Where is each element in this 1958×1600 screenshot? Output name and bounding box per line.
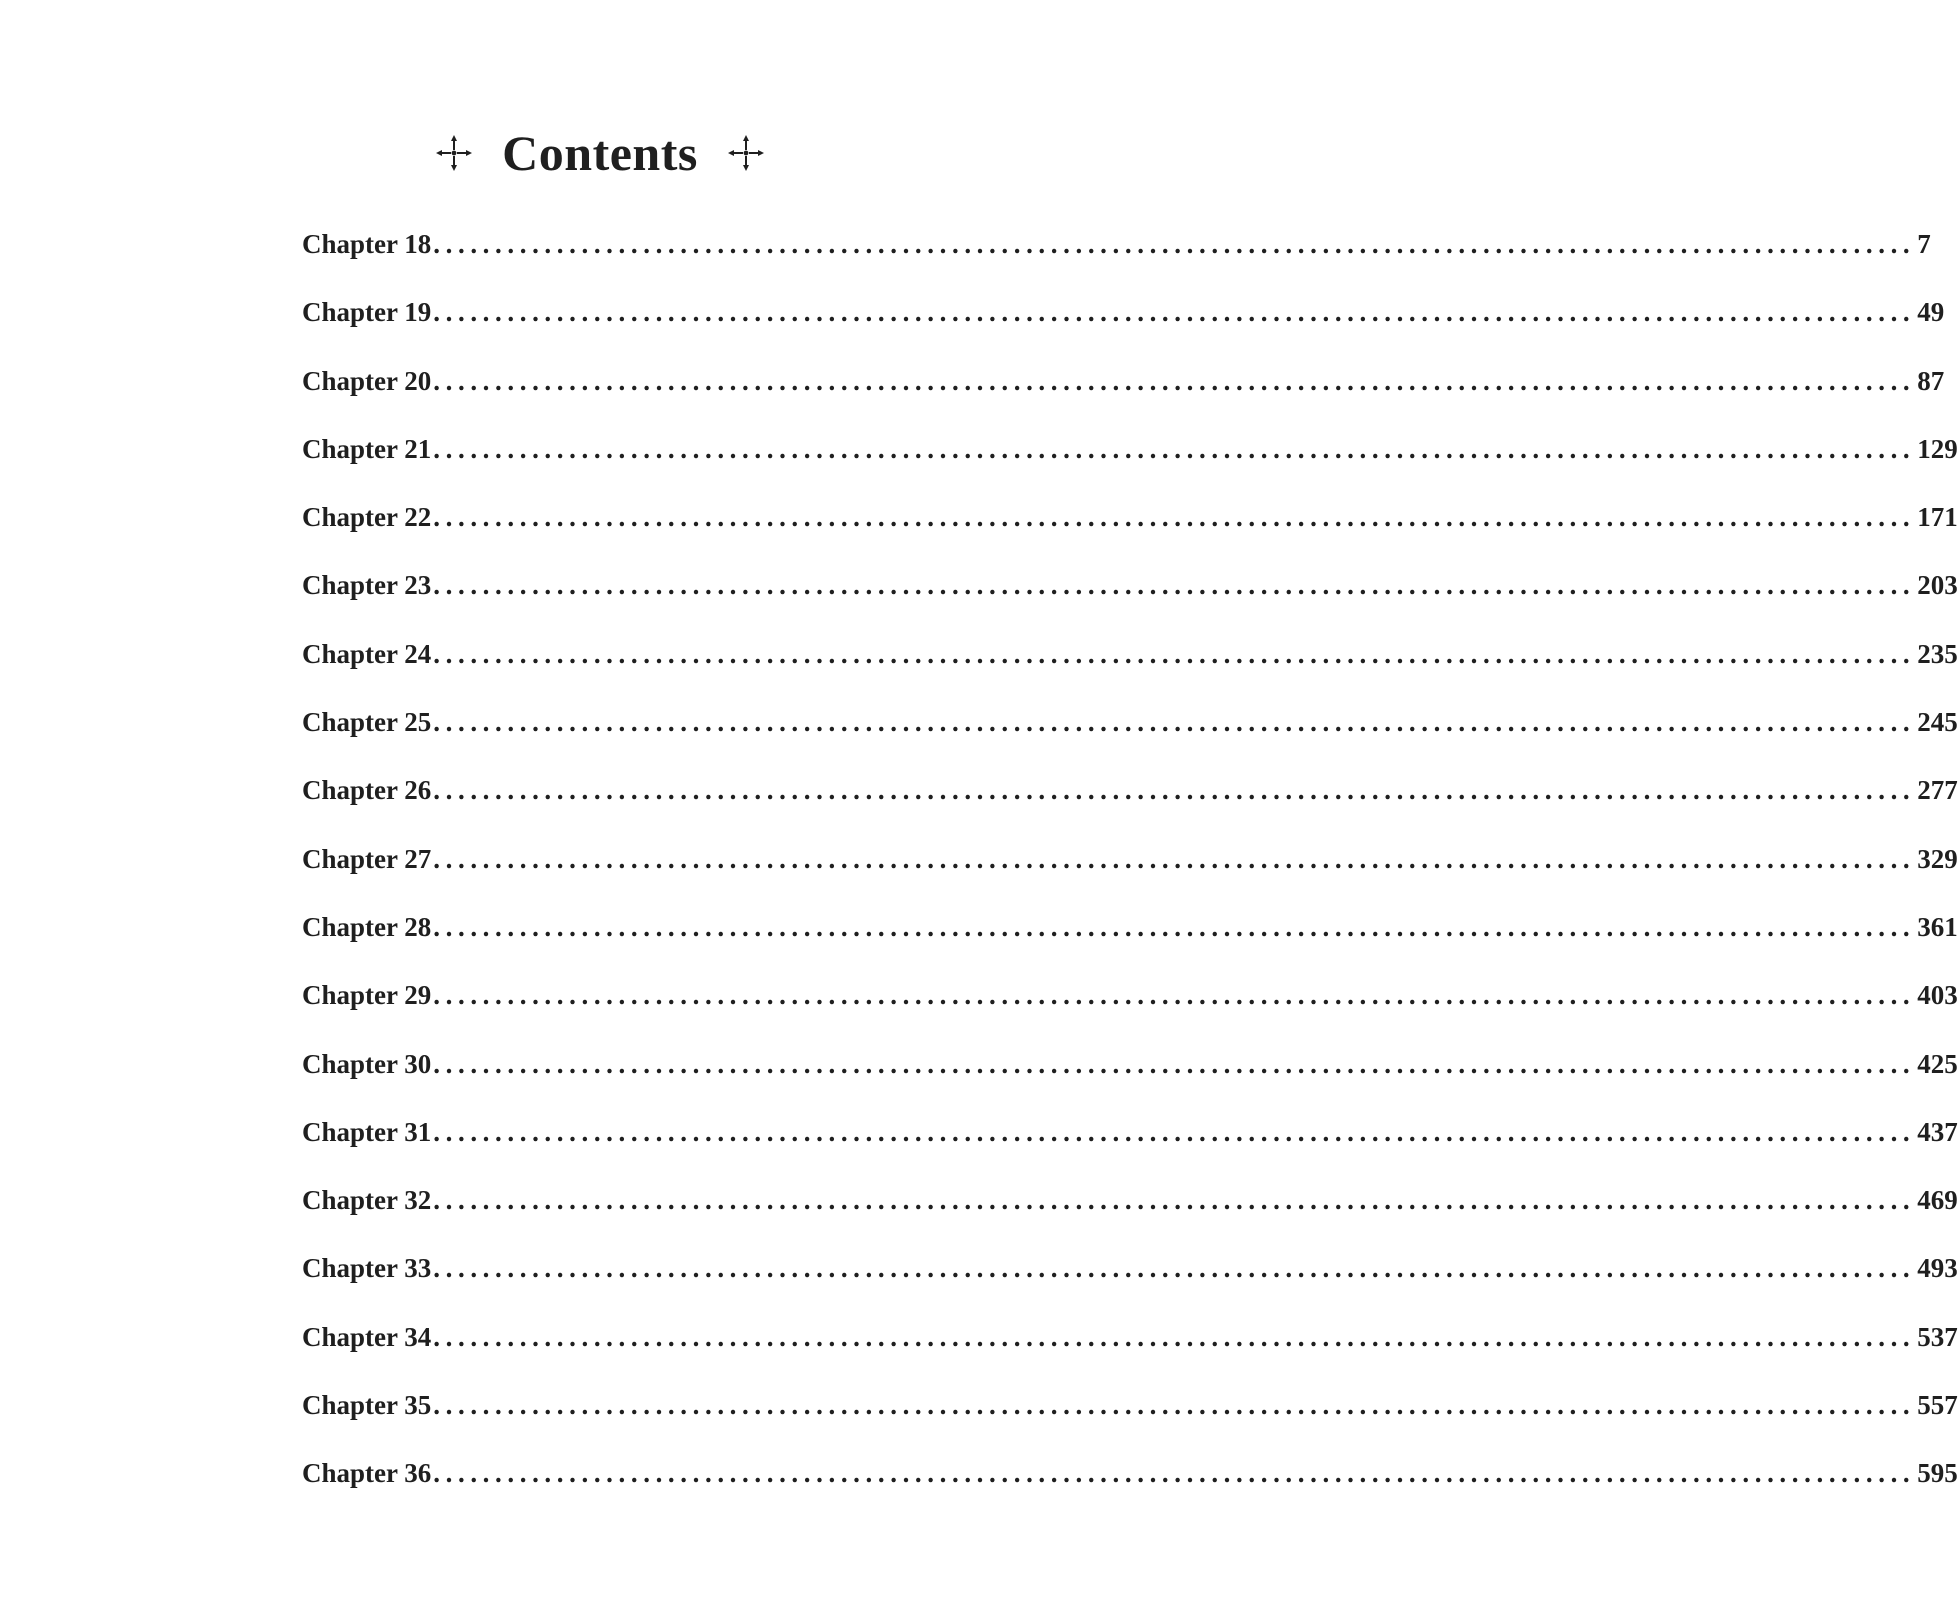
toc-entry[interactable] <box>302 841 1958 909</box>
toc-entry-label: Chapter 22 <box>302 502 432 533</box>
toc-entry-label: Chapter 31 <box>302 1116 432 1147</box>
toc-entry[interactable] <box>302 1387 1958 1455</box>
right-ornament-icon <box>726 133 766 173</box>
dot-leader: ........................................................................................................................ <box>433 365 1916 396</box>
toc-entry-label: Chapter 28 <box>302 911 432 942</box>
toc-entry-label: Chapter 18 <box>302 229 432 259</box>
toc-entry-page-number: 493 <box>1917 1253 1958 1284</box>
toc-entry-page-number: 87 <box>1917 365 1945 396</box>
toc-entry[interactable] <box>302 1250 1958 1318</box>
dot-leader: ........................................................................................................................ <box>433 707 1916 738</box>
dot-leader: ........................................................................................................................ <box>433 911 1916 942</box>
toc-entry-page-number: 7 <box>1917 229 1931 259</box>
dot-leader: ........................................................................................................................ <box>433 638 1916 669</box>
toc-entry-page-number: 437 <box>1917 1116 1958 1147</box>
dot-leader: ........................................................................................................................ <box>433 1390 1916 1421</box>
toc-entry-page-number: 49 <box>1917 297 1945 328</box>
toc-entry-label: Chapter 34 <box>302 1321 432 1352</box>
toc-entry-label: Chapter 21 <box>302 433 432 464</box>
toc-entry-label: Chapter 36 <box>302 1458 432 1489</box>
toc-entry-label: Chapter 19 <box>302 297 432 328</box>
title-row <box>0 125 1200 181</box>
toc-entry[interactable] <box>302 1046 1958 1114</box>
toc-entry-label: Chapter 20 <box>302 365 432 396</box>
toc-entry-label: Chapter 27 <box>302 843 432 874</box>
toc-entry-page-number: 557 <box>1917 1390 1958 1421</box>
toc-entry-page-number: 329 <box>1917 843 1958 874</box>
toc-entry-label: Chapter 33 <box>302 1253 432 1284</box>
toc-entry[interactable] <box>302 294 1945 362</box>
toc-entry[interactable] <box>302 1455 1958 1523</box>
toc-entry-page-number: 129 <box>1917 433 1958 464</box>
dot-leader: ........................................................................................................................ <box>433 570 1916 601</box>
toc-entry[interactable] <box>302 499 1958 567</box>
dot-leader: ........................................................................................................................ <box>433 775 1916 806</box>
dot-leader: ........................................................................................................................ <box>433 229 1916 259</box>
toc-entry-page-number: 595 <box>1917 1458 1958 1489</box>
toc-entry[interactable] <box>302 226 1931 294</box>
toc-entry-label: Chapter 25 <box>302 707 432 738</box>
toc-entry-page-number: 403 <box>1917 980 1958 1011</box>
toc-entry[interactable] <box>302 977 1958 1045</box>
toc-entry[interactable] <box>302 909 1958 977</box>
toc-entry[interactable] <box>302 567 1958 635</box>
table-of-contents <box>302 226 1958 1524</box>
dot-leader: ........................................................................................................................ <box>433 502 1916 533</box>
dot-leader: ........................................................................................................................ <box>433 980 1916 1011</box>
toc-entry-page-number: 277 <box>1917 775 1958 806</box>
toc-entry-page-number: 469 <box>1917 1185 1958 1216</box>
toc-entry[interactable] <box>302 1319 1958 1387</box>
toc-entry-page-number: 537 <box>1917 1321 1958 1352</box>
toc-entry-page-number: 245 <box>1917 707 1958 738</box>
dot-leader: ........................................................................................................................ <box>433 1116 1916 1147</box>
dot-leader: ........................................................................................................................ <box>433 843 1916 874</box>
toc-entry-label: Chapter 26 <box>302 775 432 806</box>
toc-entry-page-number: 361 <box>1917 911 1958 942</box>
left-ornament-icon <box>434 133 474 173</box>
dot-leader: ........................................................................................................................ <box>433 1458 1916 1489</box>
page-title: Contents <box>502 125 698 181</box>
dot-leader: ........................................................................................................................ <box>433 1185 1916 1216</box>
dot-leader: ........................................................................................................................ <box>433 433 1916 464</box>
toc-entry-page-number: 171 <box>1917 502 1958 533</box>
toc-entry-page-number: 425 <box>1917 1048 1958 1079</box>
toc-entry-label: Chapter 23 <box>302 570 432 601</box>
toc-entry[interactable] <box>302 704 1958 772</box>
dot-leader: ........................................................................................................................ <box>433 297 1916 328</box>
toc-entry[interactable] <box>302 1182 1958 1250</box>
toc-entry-page-number: 235 <box>1917 638 1958 669</box>
toc-entry[interactable] <box>302 1114 1958 1182</box>
toc-entry[interactable] <box>302 431 1958 499</box>
dot-leader: ........................................................................................................................ <box>433 1048 1916 1079</box>
toc-entry-label: Chapter 29 <box>302 980 432 1011</box>
dot-leader: ........................................................................................................................ <box>433 1321 1916 1352</box>
toc-entry[interactable] <box>302 772 1958 840</box>
toc-entry-label: Chapter 24 <box>302 638 432 669</box>
toc-entry-page-number: 203 <box>1917 570 1958 601</box>
toc-entry-label: Chapter 32 <box>302 1185 432 1216</box>
toc-entry[interactable] <box>302 636 1958 704</box>
dot-leader: ........................................................................................................................ <box>433 1253 1916 1284</box>
toc-entry-label: Chapter 35 <box>302 1390 432 1421</box>
toc-entry-label: Chapter 30 <box>302 1048 432 1079</box>
toc-entry[interactable] <box>302 363 1945 431</box>
